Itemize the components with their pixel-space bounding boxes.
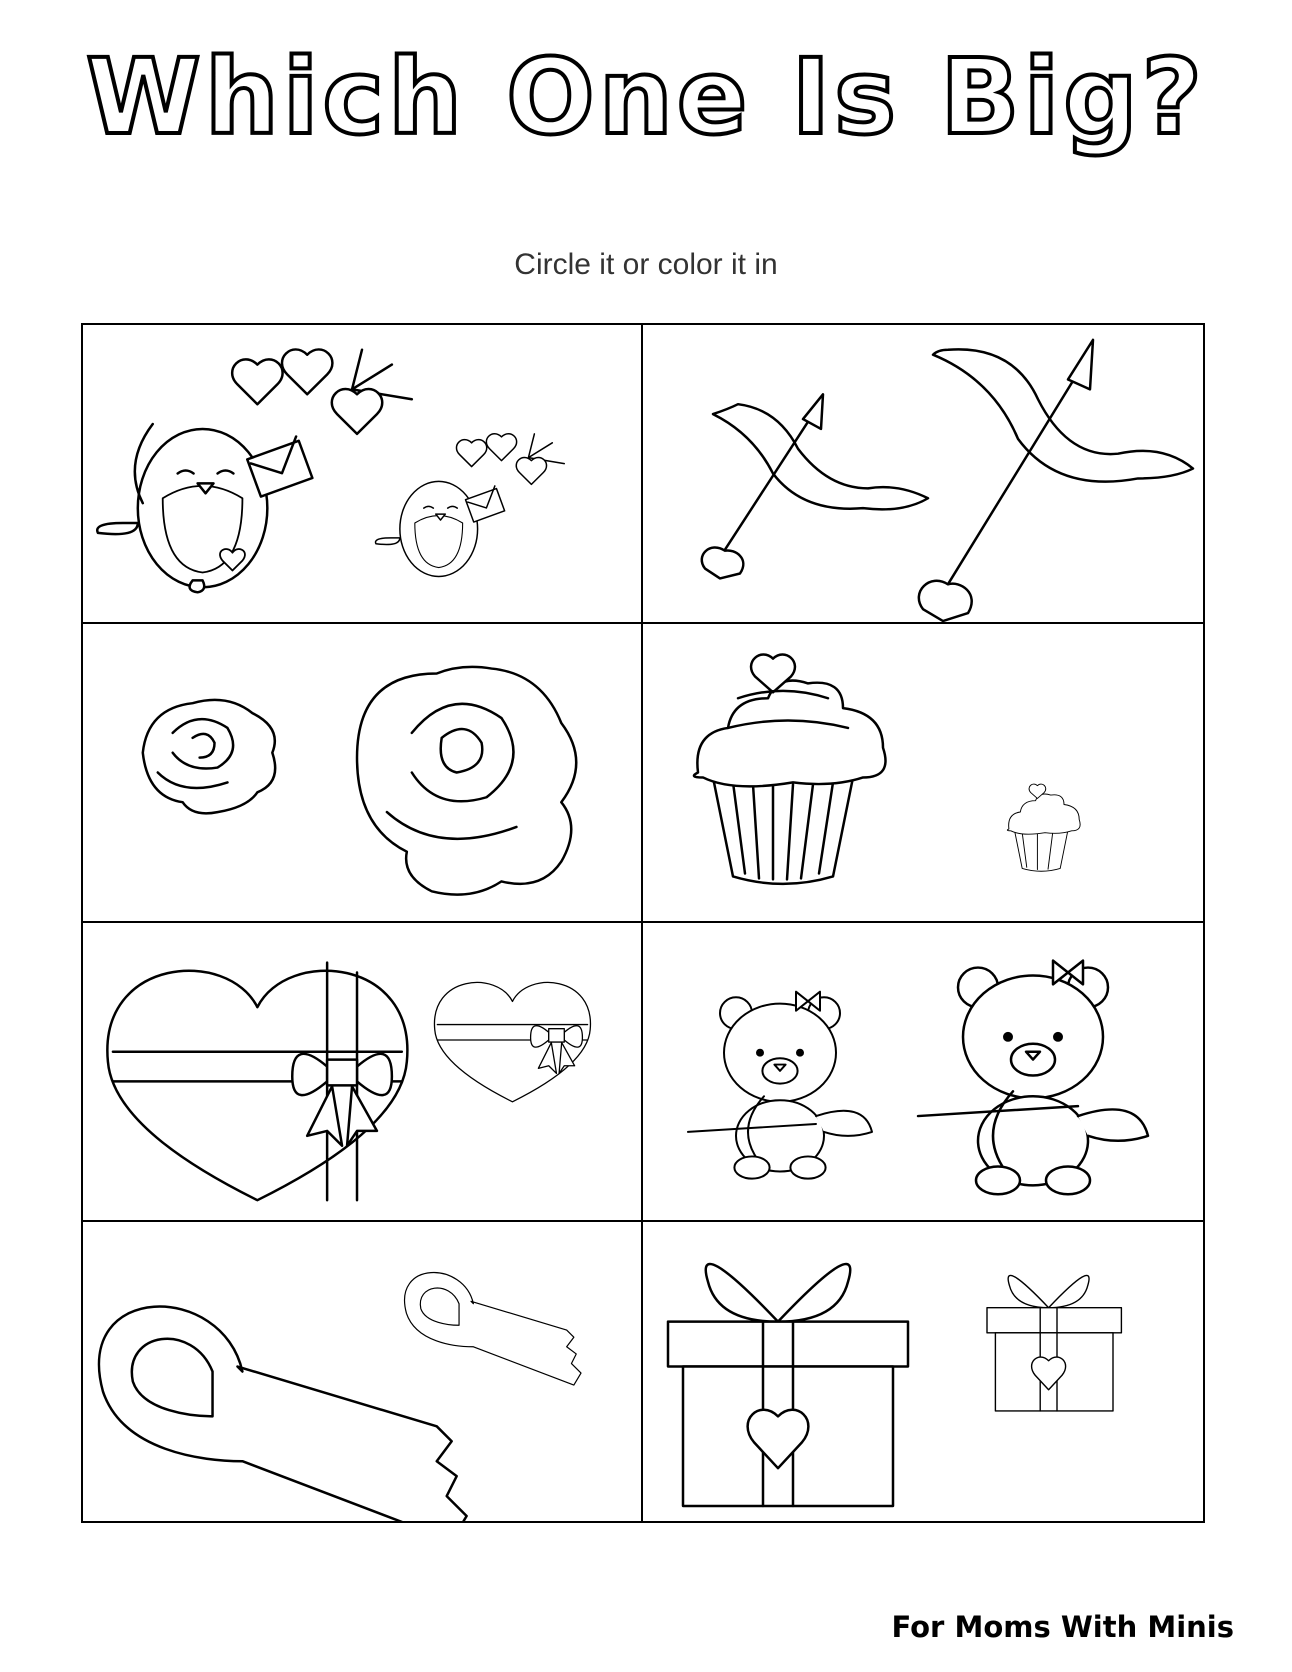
big-key[interactable] (99, 1307, 467, 1521)
cell-heart-gift-boxes[interactable] (83, 923, 643, 1222)
cell-bow-and-arrow[interactable] (643, 325, 1203, 624)
cell-heart-keys[interactable] (83, 1222, 643, 1521)
small-cupid-bear[interactable] (688, 992, 872, 1179)
key-pair-illustration (83, 1222, 641, 1521)
penguin-pair-illustration (83, 325, 641, 622)
cell-gift-boxes[interactable] (643, 1222, 1203, 1521)
small-key[interactable] (405, 1273, 581, 1386)
cupcake-pair-illustration (643, 624, 1203, 921)
small-bow-and-arrow[interactable] (702, 394, 928, 578)
worksheet-instructions: Circle it or color it in (514, 248, 778, 281)
cell-cupcakes[interactable] (643, 624, 1203, 923)
big-heart-box[interactable] (107, 963, 407, 1201)
rose-pair-illustration (83, 624, 641, 921)
worksheet-title: Which One Is Big? (86, 36, 1206, 158)
big-cupid-bear[interactable] (918, 961, 1148, 1195)
heart-box-pair-illustration (83, 923, 641, 1220)
cell-penguins[interactable] (83, 325, 643, 624)
cell-cupid-bears[interactable] (643, 923, 1203, 1222)
bow-arrow-pair-illustration (643, 325, 1203, 622)
small-cupcake[interactable] (1007, 784, 1080, 871)
small-penguin[interactable] (376, 434, 565, 577)
bear-pair-illustration (643, 923, 1203, 1220)
big-bow-and-arrow[interactable] (919, 340, 1193, 621)
small-gift-box[interactable] (987, 1275, 1121, 1411)
big-rose[interactable] (357, 667, 576, 895)
big-penguin[interactable] (97, 349, 412, 592)
gift-box-pair-illustration (643, 1222, 1203, 1521)
big-gift-box[interactable] (668, 1264, 908, 1506)
big-cupcake[interactable] (694, 654, 886, 883)
cell-roses[interactable] (83, 624, 643, 923)
small-rose[interactable] (143, 700, 275, 813)
small-heart-box[interactable] (434, 982, 590, 1101)
footer-credit: For Moms With Minis (891, 1610, 1234, 1644)
picture-grid (81, 323, 1205, 1523)
